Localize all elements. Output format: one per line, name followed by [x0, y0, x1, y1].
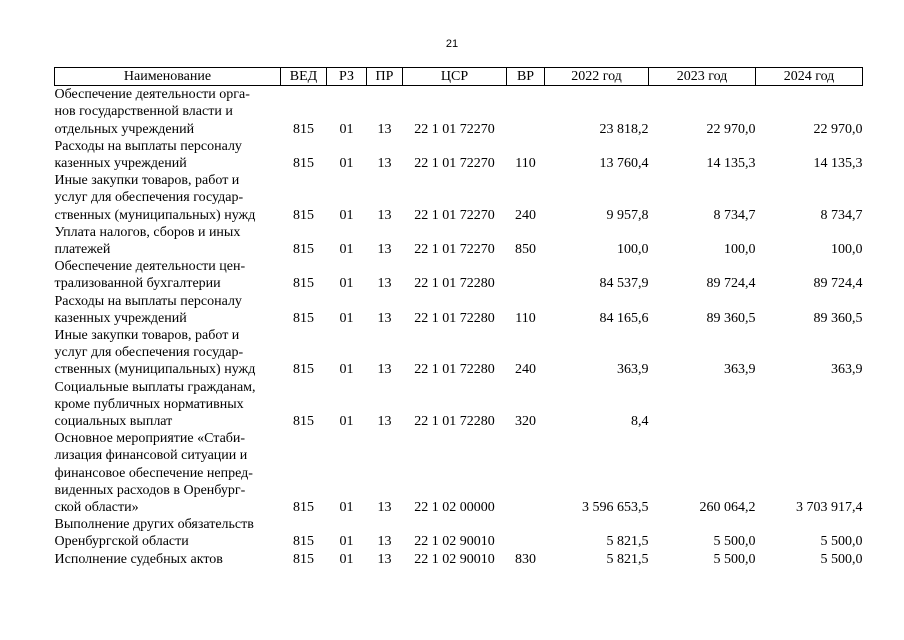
cell-name	[55, 172, 281, 224]
cell-2022: 23 818,2	[599, 121, 649, 137]
name-line: финансовое обеспечение непред-	[54, 465, 253, 481]
cell-rz: 01	[339, 242, 354, 258]
name-line: Иные закупки товаров, работ и	[54, 328, 240, 344]
cell-name	[55, 293, 281, 327]
budget-table	[54, 67, 863, 568]
cell-rz: 01	[339, 362, 354, 378]
cell-pr: 13	[377, 362, 392, 378]
cell-2022: 3 596 653,5	[582, 500, 649, 516]
name-line: трализованной бухгалтерии	[54, 276, 221, 292]
cell-rz: 01	[339, 276, 354, 292]
cell-2024: 8 734,7	[820, 207, 863, 223]
cell-name	[55, 430, 281, 516]
cell-csr: 22 1 01 72280	[414, 276, 495, 292]
name-line: Социальные выплаты гражданам,	[54, 379, 256, 395]
table-row	[55, 86, 863, 138]
header-2022: 2022 год	[545, 68, 649, 86]
name-line: Расходы на выплаты персоналу	[54, 138, 242, 154]
cell-rz: 01	[339, 500, 354, 516]
cell-pr: 13	[377, 414, 392, 430]
cell-rz: 01	[339, 121, 354, 137]
name-line: услуг для обеспечения государ-	[54, 190, 244, 206]
cell-vr: 830	[515, 551, 536, 567]
cell-rz: 01	[339, 551, 354, 567]
cell-pr: 13	[377, 121, 392, 137]
cell-2022: 9 957,8	[606, 207, 649, 223]
cell-ved: 815	[293, 414, 314, 430]
name-line: платежей	[54, 242, 111, 258]
cell-rz: 01	[339, 156, 354, 172]
cell-pr: 13	[377, 500, 392, 516]
cell-csr: 22 1 01 72280	[414, 362, 495, 378]
cell-name	[55, 379, 281, 431]
cell-name	[55, 224, 281, 258]
name-line: казенных учреждений	[54, 156, 187, 172]
cell-csr: 22 1 01 72270	[414, 156, 495, 172]
page-number: 21	[445, 38, 459, 50]
cell-csr: 22 1 01 72270	[414, 207, 495, 223]
table-row	[55, 172, 863, 224]
cell-2024: 100,0	[831, 242, 863, 258]
cell-2023: 363,9	[724, 362, 756, 378]
cell-pr: 13	[377, 242, 392, 258]
cell-csr: 22 1 01 72280	[414, 310, 495, 326]
cell-ved: 815	[293, 156, 314, 172]
cell-pr: 13	[377, 276, 392, 292]
cell-csr: 22 1 01 72270	[414, 121, 495, 137]
cell-2023: 8 734,7	[713, 207, 756, 223]
cell-csr: 22 1 02 90010	[414, 551, 495, 567]
cell-ved: 815	[293, 121, 314, 137]
cell-vr: 240	[515, 207, 536, 223]
cell-2024: 89 360,5	[813, 310, 863, 326]
cell-2022: 5 821,5	[606, 534, 649, 550]
cell-2022: 5 821,5	[606, 551, 649, 567]
name-line: Обеспечение деятельности орга-	[54, 87, 250, 103]
cell-2022: 100,0	[617, 242, 649, 258]
cell-2023: 22 970,0	[706, 121, 756, 137]
name-line: нов государственной власти и	[54, 104, 233, 120]
cell-2024: 5 500,0	[820, 534, 863, 550]
cell-name	[55, 86, 281, 138]
cell-csr: 22 1 02 90010	[414, 534, 495, 550]
cell-rz: 01	[339, 310, 354, 326]
cell-rz: 01	[339, 414, 354, 430]
cell-ved: 815	[293, 242, 314, 258]
name-line: ственных (муниципальных) нужд	[54, 207, 256, 223]
cell-2022: 13 760,4	[599, 156, 649, 172]
table-row	[55, 551, 863, 568]
header-pr: ПР	[367, 68, 403, 86]
cell-2024: 14 135,3	[813, 156, 863, 172]
cell-2024	[756, 379, 863, 431]
cell-2024: 22 970,0	[813, 121, 863, 137]
name-line: Обеспечение деятельности цен-	[54, 259, 246, 275]
header-vr: ВР	[507, 68, 545, 86]
cell-2022: 84 165,6	[599, 310, 649, 326]
cell-ved: 815	[293, 534, 314, 550]
name-line: лизация финансовой ситуации и	[54, 448, 248, 464]
cell-pr: 13	[377, 207, 392, 223]
cell-ved: 815	[293, 500, 314, 516]
table-row	[55, 293, 863, 327]
cell-2024: 5 500,0	[820, 551, 863, 567]
table-row	[55, 516, 863, 550]
cell-csr: 22 1 01 72270	[414, 242, 495, 258]
cell-ved: 815	[293, 207, 314, 223]
name-line: казенных учреждений	[54, 310, 187, 326]
header-ved: ВЕД	[281, 68, 327, 86]
name-line: виденных расходов в Оренбург-	[54, 482, 246, 498]
cell-vr: 110	[515, 310, 536, 326]
name-line: Исполнение судебных актов	[54, 551, 223, 567]
cell-2023: 5 500,0	[713, 534, 756, 550]
cell-vr	[507, 516, 545, 550]
header-2023: 2023 год	[649, 68, 756, 86]
cell-vr	[507, 86, 545, 138]
cell-csr: 22 1 01 72280	[414, 414, 495, 430]
cell-2022: 84 537,9	[599, 276, 649, 292]
name-line: социальных выплат	[54, 414, 173, 430]
cell-2024: 3 703 917,4	[796, 500, 863, 516]
cell-ved: 815	[293, 362, 314, 378]
table-row	[55, 258, 863, 292]
header-csr: ЦСР	[403, 68, 507, 86]
cell-2023: 89 724,4	[706, 276, 756, 292]
name-line: ственных (муниципальных) нужд	[54, 362, 256, 378]
cell-2023: 260 064,2	[699, 500, 756, 516]
cell-ved: 815	[293, 551, 314, 567]
cell-2023: 89 360,5	[706, 310, 756, 326]
cell-pr: 13	[377, 156, 392, 172]
cell-2022: 363,9	[617, 362, 649, 378]
cell-vr: 320	[515, 414, 536, 430]
cell-ved: 815	[293, 276, 314, 292]
cell-vr: 110	[515, 156, 536, 172]
cell-ved: 815	[293, 310, 314, 326]
table-row	[55, 224, 863, 258]
name-line: Основное мероприятие «Стаби-	[54, 431, 246, 447]
cell-2024: 89 724,4	[813, 276, 863, 292]
table-header-row	[55, 68, 863, 86]
table-row	[55, 327, 863, 379]
name-line: Уплата налогов, сборов и иных	[54, 224, 241, 240]
name-line: кроме публичных нормативных	[54, 396, 244, 412]
header-rz: РЗ	[327, 68, 367, 86]
cell-vr: 240	[515, 362, 536, 378]
table-row	[55, 430, 863, 516]
cell-name	[55, 551, 281, 568]
cell-vr	[507, 258, 545, 292]
table-body	[55, 86, 863, 568]
cell-vr: 850	[515, 242, 536, 258]
cell-rz: 01	[339, 207, 354, 223]
cell-name	[55, 327, 281, 379]
cell-name	[55, 258, 281, 292]
name-line: Выполнение других обязательств	[54, 517, 254, 533]
cell-2022: 8,4	[631, 414, 649, 430]
cell-name	[55, 516, 281, 550]
cell-rz: 01	[339, 534, 354, 550]
cell-pr: 13	[377, 534, 392, 550]
cell-2023	[649, 379, 756, 431]
cell-csr: 22 1 02 00000	[414, 500, 495, 516]
name-line: Оренбургской области	[54, 534, 189, 550]
cell-2023: 100,0	[724, 242, 756, 258]
cell-vr	[507, 430, 545, 516]
cell-2023: 5 500,0	[713, 551, 756, 567]
header-name: Наименование	[55, 68, 281, 86]
table-row	[55, 379, 863, 431]
cell-pr: 13	[377, 310, 392, 326]
name-line: отдельных учреждений	[54, 121, 195, 137]
name-line: услуг для обеспечения государ-	[54, 345, 244, 361]
name-line: Иные закупки товаров, работ и	[54, 173, 240, 189]
cell-pr: 13	[377, 551, 392, 567]
cell-2024: 363,9	[831, 362, 863, 378]
name-line: Расходы на выплаты персоналу	[54, 293, 242, 309]
cell-2023: 14 135,3	[706, 156, 756, 172]
table-row	[55, 138, 863, 172]
cell-name	[55, 138, 281, 172]
name-line: ской области»	[54, 500, 139, 516]
header-2024: 2024 год	[756, 68, 863, 86]
